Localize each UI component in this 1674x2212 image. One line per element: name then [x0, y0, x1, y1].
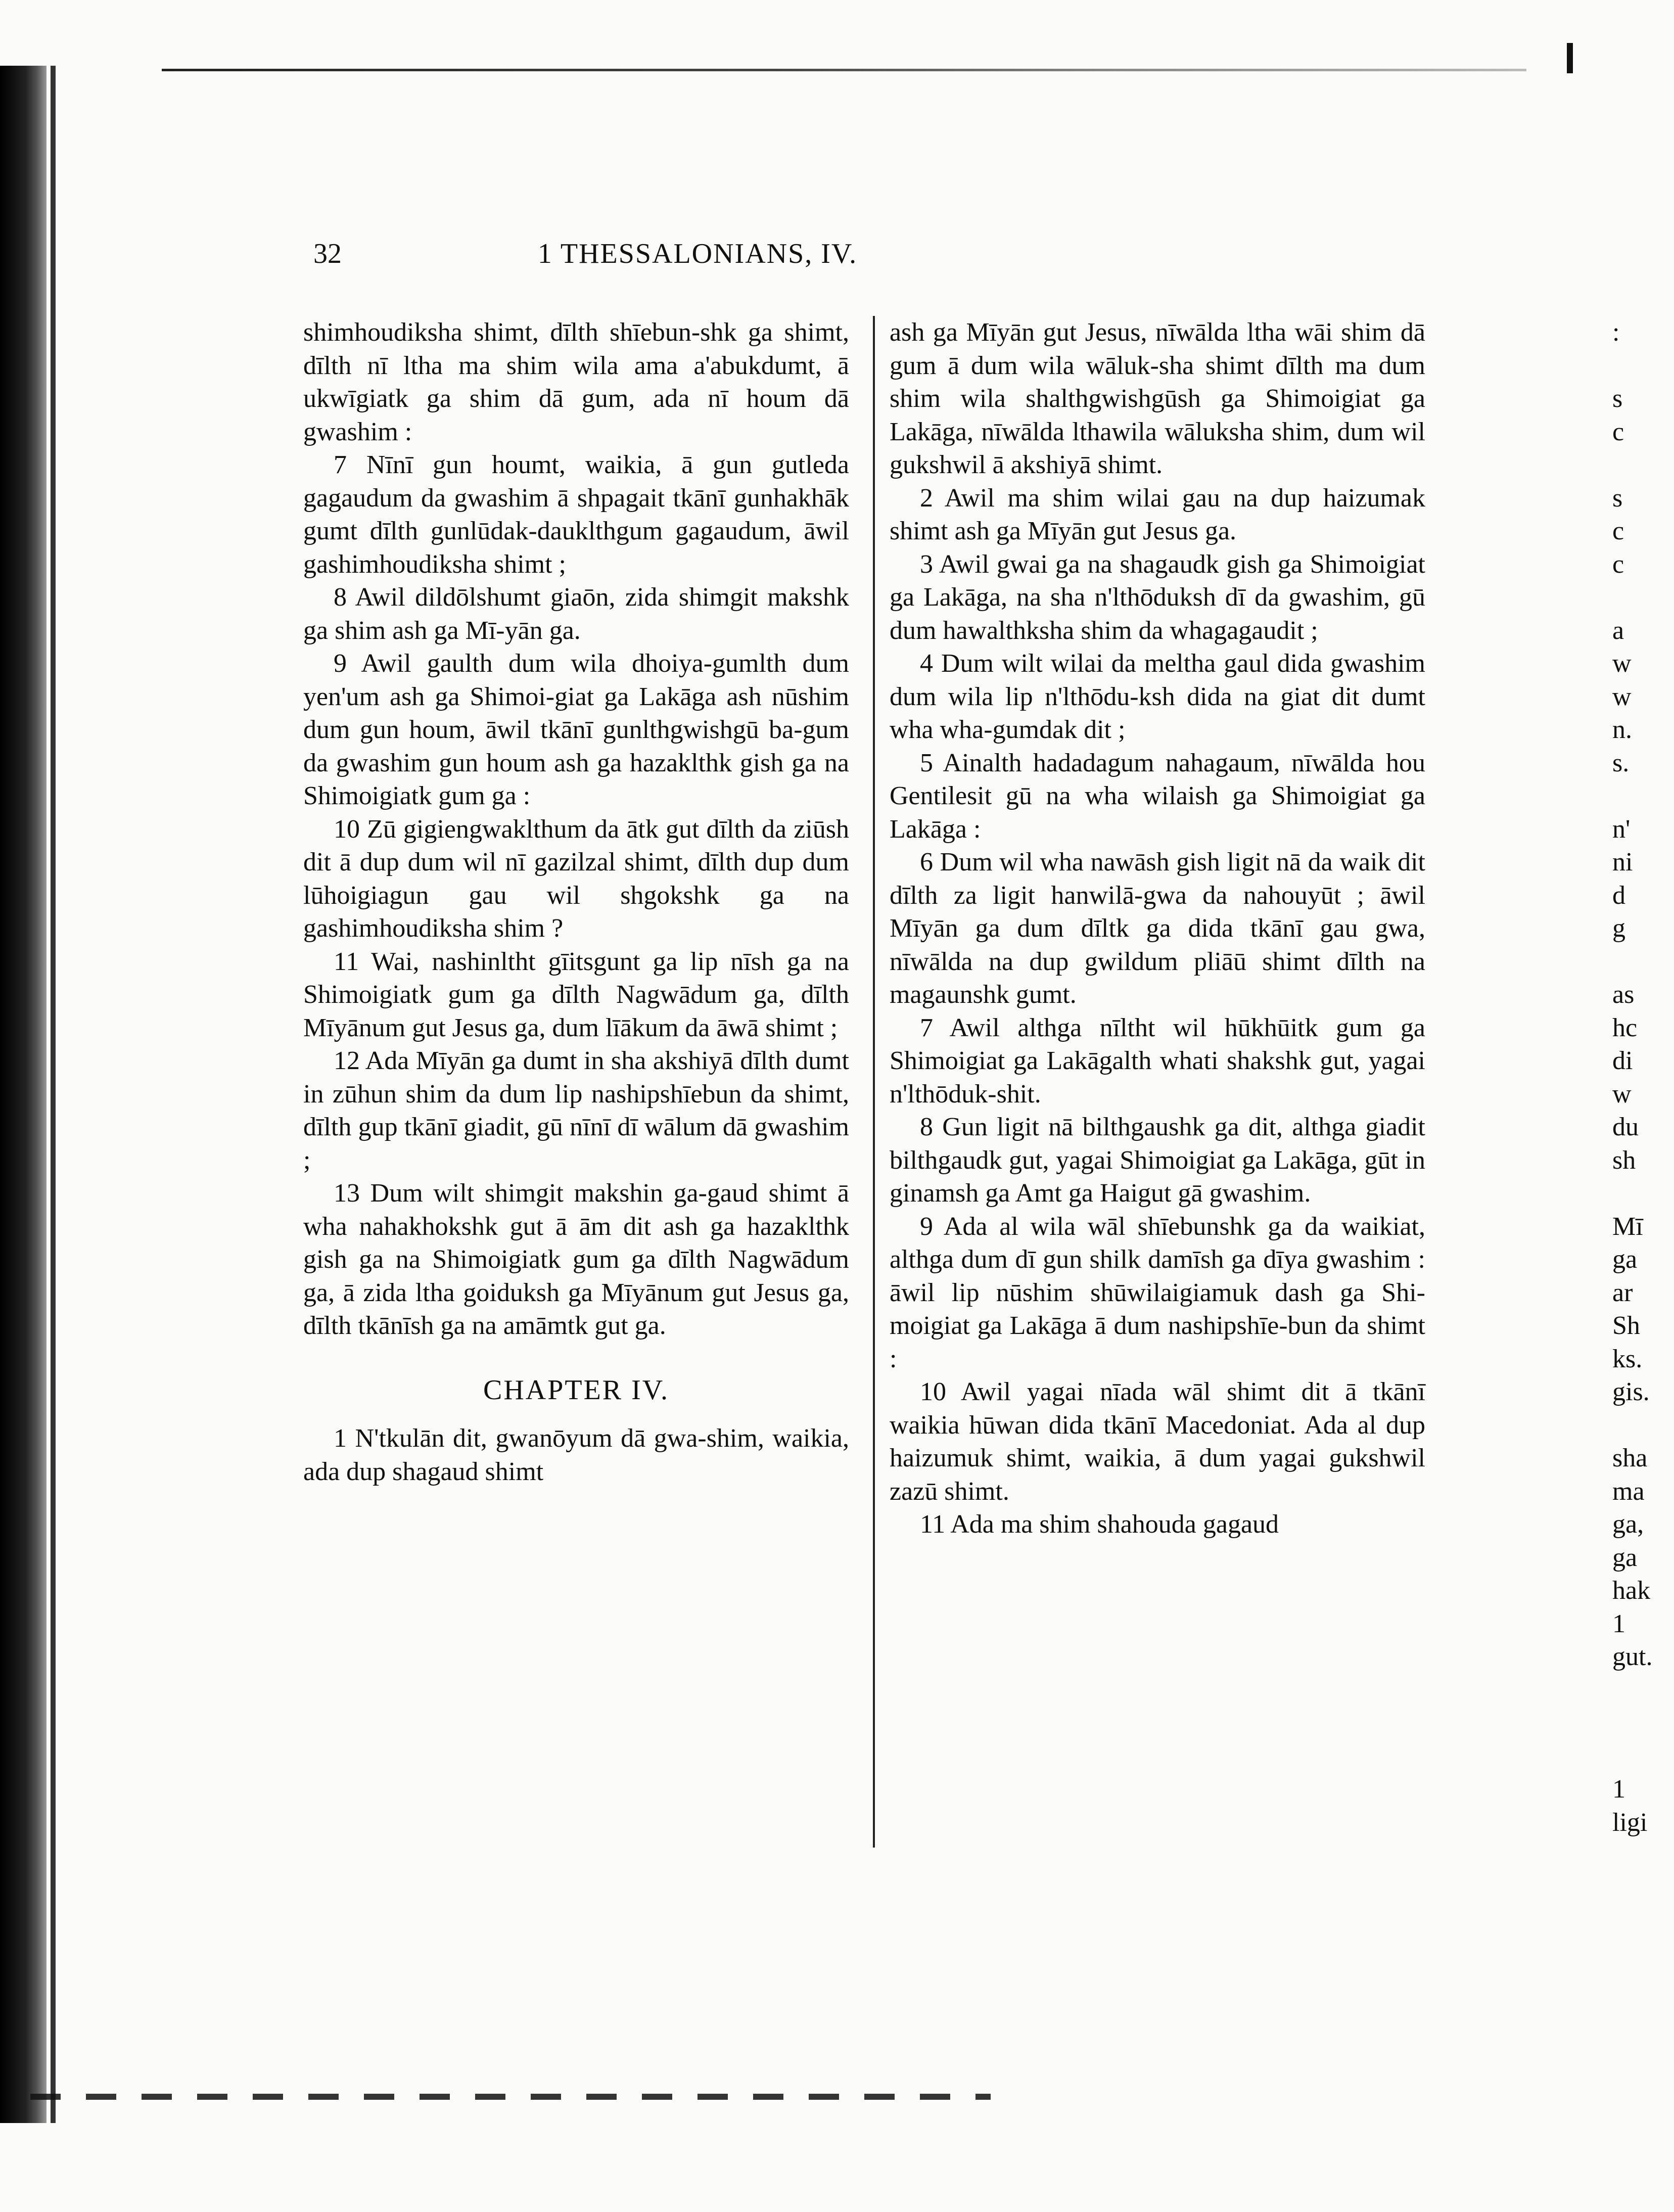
verse: 1 N'tkulān dit, gwanōyum dā gwa-shim, waikia, ada dup shagaud shimt [303, 1424, 849, 1486]
edge-fragment [1612, 779, 1673, 813]
edge-fragment: w [1612, 1079, 1632, 1109]
facing-page-edge-text [1612, 316, 1673, 1839]
edge-fragment: n' [1612, 814, 1631, 844]
verse: 5 Ainalth hadadagum nahagaum, nīwālda hou Gentilesit gū na wha wilaish ga Shimoigiat ga Lakāga : [890, 748, 1425, 844]
edge-fragment [1612, 1409, 1673, 1442]
verse: 9 Awil gaulth dum wila dhoiya-gumlth dum yen'um ash ga Shimoi-giat ga Lakāga ash nūshim dum gun houm, āwil tkānī gunlthgwishgū ba-gum da gwashim gun houm ash ga hazaklthk gish ga na Shimoigiatk gum ga : [303, 649, 849, 810]
edge-fragment: w [1612, 649, 1632, 678]
edge-fragment: Sh [1612, 1311, 1640, 1340]
edge-fragment: c [1612, 517, 1624, 545]
verse: 8 Awil dildōlshumt giaōn, zida shimgit makshk ga shim ash ga Mī-yān ga. [303, 583, 849, 645]
edge-fragment: ni [1612, 848, 1633, 877]
page-number: 32 [313, 238, 342, 269]
verse: 12 Ada Mīyān ga dumt in sha akshiyā dīlth dumt in zūhun shim da dum lip nashipshīebun da shimt, dīlth gup tkānī giadit, gū nīnī dī wālum dā gwashim ; [303, 1046, 849, 1175]
edge-fragment [1612, 1707, 1673, 1740]
verse: 3 Awil gwai ga na shagaudk gish ga Shimoigiat ga Lakāga, na sha n'lthōduksh dī da gwashim, gū dum hawalthksha shim da whagagaudit ; [890, 549, 1425, 645]
edge-fragment: hak [1612, 1576, 1651, 1605]
edge-fragment [1612, 448, 1673, 482]
verse: 11 Ada ma shim shahouda gagaud [920, 1510, 1279, 1539]
verse: 6 Dum wil wha nawāsh gish ligit nā da waik dit dīlth za ligit hanwilā-gwa da nahouyūt ; āwil Mīyān ga dum dīltk ga dida tkānī gau gwa, nīwālda na dup gwildum pliāū shimt dīlth na magaunshk gumt. [890, 848, 1425, 1009]
edge-fragment: ks. [1612, 1344, 1643, 1373]
verse: 11 Wai, nashinltht gīitsgunt ga lip nīsh ga na Shimoigiatk gum ga dīlth Nagwādum ga, dīlth Mīyānum gut Jesus ga, dum līākum da āwā shimt ; [303, 947, 849, 1042]
edge-fragment: sh [1612, 1145, 1636, 1175]
verse: 7 Nīnī gun houmt, waikia, ā gun gutleda gagaudum da gwashim ā shpagait tkānī gunhakhāk gumt dīlth gunlūdak-dauklthgum gagaudum, āwil gashimhoudiksha shimt ; [303, 450, 849, 579]
edge-fragment: ligi [1612, 1808, 1648, 1837]
bottom-edge-marks [30, 2094, 991, 2100]
page-header [303, 238, 1092, 273]
edge-fragment: gis. [1612, 1377, 1650, 1406]
verse: 8 Gun ligit nā bilthgaushk ga dit, althga giadit bilthgaudk gut, yagai Shimoigiat ga Lakāga, gūt in ginamsh ga Amt ga Haigut gā gwashim. [890, 1113, 1425, 1208]
edge-fragment: 1 [1612, 1775, 1625, 1804]
verse: 7 Awil althga nīltht wil hūkhūitk gum ga Shimoigiat ga Lakāgalth whati shakshk gut, yagai n'lthōduk-shit. [890, 1013, 1425, 1109]
edge-fragment [1612, 581, 1673, 614]
edge-fragment: di [1612, 1046, 1633, 1075]
top-rule [162, 69, 1526, 71]
paragraph: shimhoudiksha shimt, dīlth shīebun-shk ga shimt, dīlth nī ltha ma shim wila ama a'abukdumt, ā ukwīgiatk ga shim dā gum, ada nī houm dā gwashim : [303, 318, 849, 446]
edge-fragment: ga [1612, 1245, 1638, 1274]
verse: 2 Awil ma shim wilai gau na dup haizumak shimt ash ga Mīyān gut Jesus ga. [890, 483, 1425, 545]
column-divider [873, 316, 875, 1848]
edge-fragment: du [1612, 1113, 1639, 1141]
edge-fragment: 1 [1612, 1609, 1625, 1638]
left-column [303, 316, 849, 1488]
edge-fragment: w [1612, 682, 1632, 711]
right-column [890, 316, 1425, 1541]
edge-fragment: hc [1612, 1013, 1638, 1042]
edge-fragment [1612, 1674, 1673, 1707]
edge-fragment: ga [1612, 1543, 1638, 1572]
binding-edge-line [51, 66, 56, 2123]
edge-fragment: c [1612, 549, 1624, 579]
verse: 4 Dum wilt wilai da meltha gaul dida gwashim dum wila lip n'lthōdu-ksh dida na giat dit dumt wha wha-gumdak dit ; [890, 649, 1425, 744]
chapter-heading: CHAPTER IV. [483, 1374, 669, 1406]
edge-fragment: d [1612, 881, 1625, 910]
paragraph: ash ga Mīyān gut Jesus, nīwālda ltha wāi shim dā gum ā dum wila wāluk-sha shimt dīlth ma dum shim wila shalthgwishgūsh ga Shimoigiat ga Lakāga, nīwālda lthawila wāluksha shim, dum wil gukshwil ā akshiyā shimt. [890, 318, 1425, 479]
edge-fragment: as [1612, 980, 1635, 1009]
edge-fragment: ga, [1612, 1510, 1644, 1539]
binding-edge-shadow [0, 66, 46, 2123]
edge-fragment: sha [1612, 1444, 1648, 1472]
edge-fragment: Mī [1612, 1212, 1643, 1241]
verse: 9 Ada al wila wāl shīebunshk ga da waikiat, althga dum dī gun shilk damīsh ga dīya gwashim : āwil lip nūshim shūwilaigiamuk dash ga Shi-moigiat ga Lakāga ā dum nashipshīe-bun da shimt : [890, 1212, 1425, 1373]
edge-fragment [1612, 349, 1673, 383]
edge-fragment: ma [1612, 1477, 1645, 1506]
edge-fragment: gut. [1612, 1642, 1653, 1671]
edge-fragment [1612, 1177, 1673, 1210]
facing-page-mark [1567, 43, 1573, 73]
edge-fragment: a [1612, 616, 1624, 645]
edge-fragment: s [1612, 483, 1623, 513]
verse: 13 Dum wilt shimgit makshin ga-gaud shimt ā wha nahakhokshk gut ā ām dit ash ga hazaklthk gish ga na Shimoigiatk gum ga dīlth Nagwādum ga, ā zida ltha goiduksh ga Mīyānum gut Jesus ga, dīlth tkānīsh ga na amāmtk gut ga. [303, 1179, 849, 1340]
edge-fragment: : [1612, 318, 1620, 347]
edge-fragment: c [1612, 417, 1624, 446]
edge-fragment: s [1612, 384, 1623, 413]
edge-fragment: g [1612, 914, 1625, 943]
edge-fragment [1612, 945, 1673, 979]
edge-fragment [1612, 1740, 1673, 1773]
edge-fragment: n. [1612, 715, 1632, 744]
verse: 10 Awil yagai nīada wāl shimt dit ā tkānī waikia hūwan dida tkānī Macedoniat. Ada al dup haizumuk shimt, waikia, ā dum yagai gukshwil zazū shimt. [890, 1377, 1425, 1506]
edge-fragment: ar [1612, 1278, 1633, 1307]
running-title: 1 THESSALONIANS, IV. [537, 238, 858, 269]
edge-fragment: s. [1612, 748, 1630, 777]
verse: 10 Zū gigiengwaklthum da ātk gut dīlth da ziūsh dit ā dup dum wil nī gazilzal shimt, dīlth dup dum lūhoigiagun gau wil shgokshk ga na gashimhoudiksha shim ? [303, 814, 849, 943]
